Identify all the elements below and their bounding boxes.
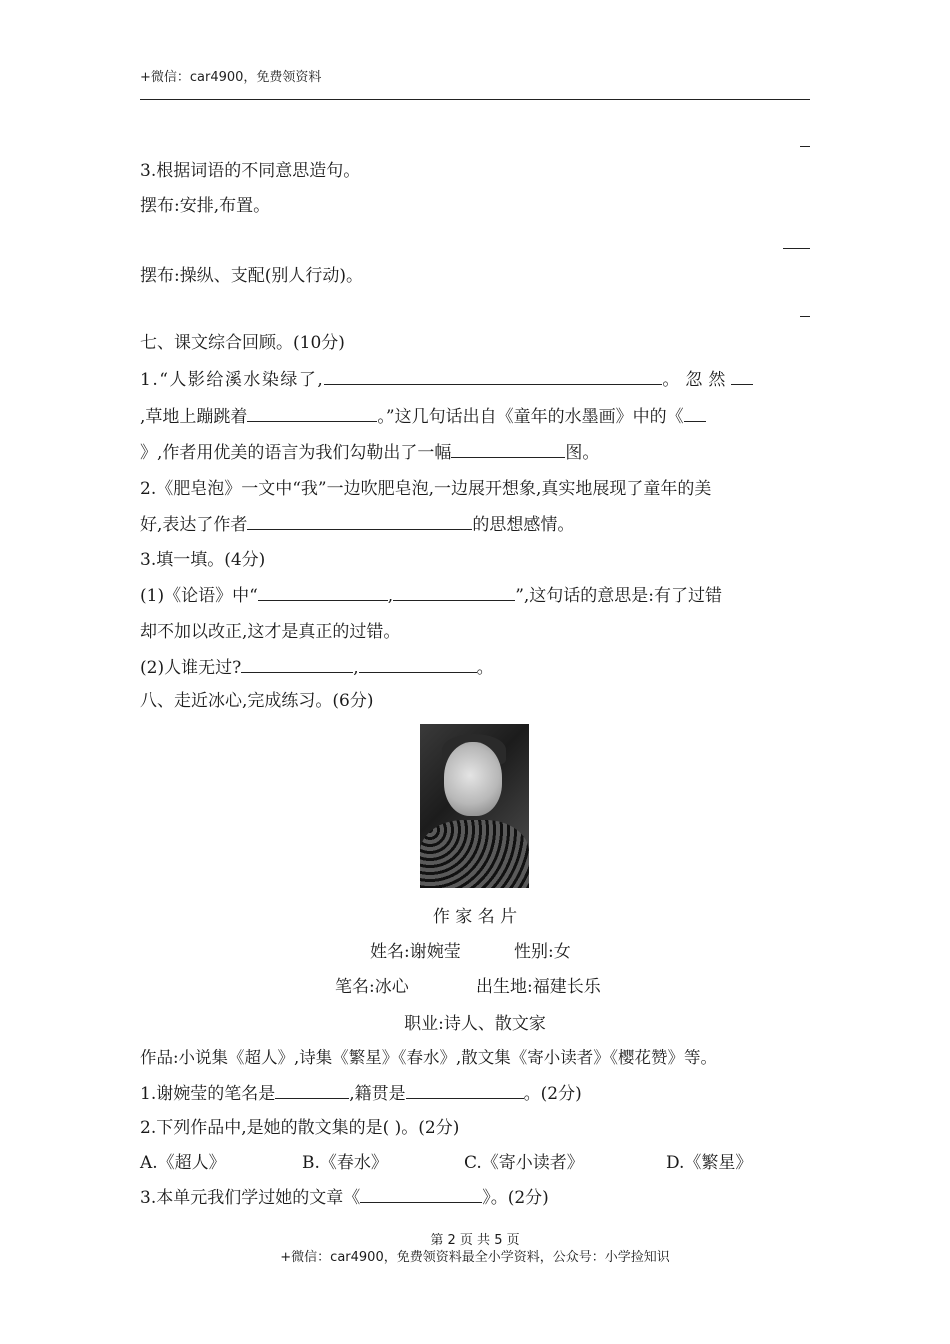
fill-blank[interactable] xyxy=(359,656,477,673)
s7-q3-1-line1 xyxy=(140,584,810,607)
s7-q1-a: 1.“人影给溪水染绿了, xyxy=(140,370,325,390)
s8-q1-c: 。(2分) xyxy=(523,1084,582,1104)
s7-q1-b: 。忽然 xyxy=(662,370,732,390)
fill-blank[interactable] xyxy=(393,584,515,601)
option-b[interactable]: B.《春水》 xyxy=(302,1153,388,1173)
s8-q1 xyxy=(140,1082,810,1105)
fill-blank[interactable] xyxy=(258,584,388,601)
s7-q3-1a: (1)《论语》中“ xyxy=(140,586,258,606)
s7-q2-line2 xyxy=(140,513,810,536)
s8-q1-a: 1.谢婉莹的笔名是 xyxy=(140,1084,276,1104)
s7-q1-f: 图。 xyxy=(565,443,600,463)
s6-q3-title: 3.根据词语的不同意思造句。 xyxy=(140,161,361,181)
fill-blank[interactable] xyxy=(241,656,353,673)
s7-q3-2a: (2)人谁无过? xyxy=(140,658,242,678)
card-name: 姓名:谢婉莹 xyxy=(370,942,461,962)
card-birthplace: 出生地:福建长乐 xyxy=(476,977,601,997)
s8-q2: 2.下列作品中,是她的散文集的是( )。(2分) xyxy=(140,1118,460,1138)
s8-q3-b: 》。(2分) xyxy=(482,1188,549,1208)
s7-q1-c: ,草地上蹦跳着 xyxy=(140,407,248,427)
s7-q3-2c: 。 xyxy=(476,658,494,678)
s8-q2-options xyxy=(140,1152,810,1174)
s7-q3-1c: ”,这句话的意思是:有了过错 xyxy=(515,586,723,606)
answer-line xyxy=(783,248,810,249)
fill-blank[interactable] xyxy=(731,368,753,385)
s7-title: 七、课文综合回顾。(10分) xyxy=(140,333,345,353)
fill-blank[interactable] xyxy=(324,368,662,385)
s7-q2-line1: 2.《肥皂泡》一文中“我”一边吹肥皂泡,一边展开想象,真实地展现了童年的美 xyxy=(140,479,712,499)
s7-q2-c: 的思想感情。 xyxy=(472,515,575,535)
fill-blank[interactable] xyxy=(451,441,565,458)
s7-q3-1b: , xyxy=(387,586,394,606)
s7-q1-line1 xyxy=(140,368,810,391)
fill-blank[interactable] xyxy=(275,1082,349,1099)
fill-blank[interactable] xyxy=(406,1082,524,1099)
header-rule xyxy=(140,99,810,100)
s8-q3 xyxy=(140,1186,810,1209)
s7-q3-2b: , xyxy=(353,658,359,678)
s7-q1-e: 》,作者用优美的语言为我们勾勒出了一幅 xyxy=(140,443,452,463)
s7-q1-line3 xyxy=(140,441,810,464)
s7-q1-d: 。”这几句话出自《童年的水墨画》中的《 xyxy=(377,407,684,427)
option-c[interactable]: C.《寄小读者》 xyxy=(464,1153,584,1173)
answer-line xyxy=(800,316,810,317)
fill-blank[interactable] xyxy=(360,1186,482,1203)
card-gender: 性别:女 xyxy=(514,942,571,962)
s7-q3-1-line2: 却不加以改正,这才是真正的过错。 xyxy=(140,622,401,642)
card-occupation: 职业:诗人、散文家 xyxy=(404,1014,546,1034)
s7-q3-2 xyxy=(140,656,810,679)
card-works: 作品:小说集《超人》,诗集《繁星》《春水》,散文集《寄小读者》《樱花赞》等。 xyxy=(140,1048,718,1067)
fill-blank[interactable] xyxy=(684,405,706,422)
page-number: 第 2 页 共 5 页 xyxy=(430,1233,520,1248)
footer-note: +微信：car4900，免费领资料最全小学资料，公众号：小学捡知识 xyxy=(280,1250,670,1265)
author-photo xyxy=(420,724,529,888)
s7-q1-line2 xyxy=(140,405,810,428)
s7-q3-title: 3.填一填。(4分) xyxy=(140,550,266,570)
fill-blank[interactable] xyxy=(247,405,377,422)
s6-meaning2: 摆布:操纵、支配(别人行动)。 xyxy=(140,266,363,286)
option-d[interactable]: D.《繁星》 xyxy=(666,1153,753,1173)
s7-q2-b: 好,表达了作者 xyxy=(140,515,248,535)
answer-line xyxy=(800,146,810,147)
card-title: 作 家 名 片 xyxy=(432,907,518,927)
s8-q3-a: 3.本单元我们学过她的文章《 xyxy=(140,1188,361,1208)
s8-title: 八、走近冰心,完成练习。(6分) xyxy=(140,691,374,711)
header-note: +微信：car4900，免费领资料 xyxy=(140,70,322,85)
s6-meaning1: 摆布:安排,布置。 xyxy=(140,196,271,216)
option-a[interactable]: A.《超人》 xyxy=(140,1153,226,1173)
fill-blank[interactable] xyxy=(247,513,472,530)
card-pen-name: 笔名:冰心 xyxy=(335,977,409,997)
s8-q1-b: ,籍贯是 xyxy=(349,1084,406,1104)
